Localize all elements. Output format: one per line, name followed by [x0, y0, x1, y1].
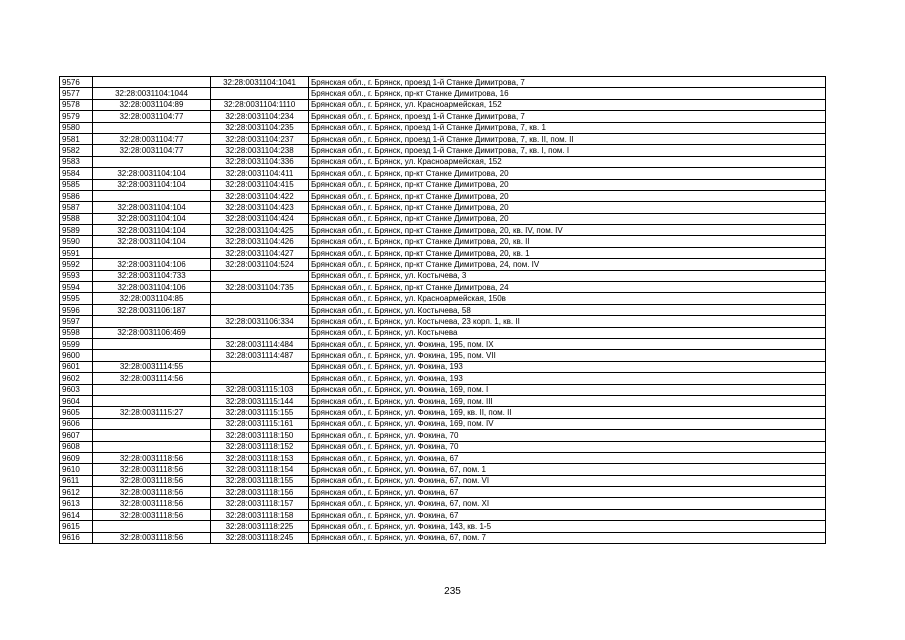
row-number-cell: 9603	[60, 384, 93, 395]
cadastral-number-cell: 32:28:0031104:106	[93, 282, 211, 293]
address-cell: Брянская обл., г. Брянск, ул. Фокина, 70	[309, 441, 826, 452]
cadastral-number-cell	[93, 247, 211, 258]
row-number-cell: 9587	[60, 202, 93, 213]
table-row	[60, 236, 826, 247]
row-number-cell: 9611	[60, 475, 93, 486]
address-cell: Брянская обл., г. Брянск, ул. Фокина, 169, пом. III	[309, 395, 826, 406]
table-row	[60, 441, 826, 452]
object-cadastral-number-cell: 32:28:0031104:423	[211, 202, 309, 213]
table-row	[60, 213, 826, 224]
row-number-cell: 9610	[60, 464, 93, 475]
table-row	[60, 509, 826, 520]
cadastral-number-cell	[93, 418, 211, 429]
address-cell: Брянская обл., г. Брянск, ул. Красноармейская, 152	[309, 156, 826, 167]
object-cadastral-number-cell: 32:28:0031104:234	[211, 111, 309, 122]
row-number-cell: 9582	[60, 145, 93, 156]
row-number-cell: 9608	[60, 441, 93, 452]
address-cell: Брянская обл., г. Брянск, проезд 1-й Станке Димитрова, 7, кв. 1	[309, 122, 826, 133]
address-cell: Брянская обл., г. Брянск, пр-кт Станке Димитрова, 16	[309, 88, 826, 99]
address-cell: Брянская обл., г. Брянск, ул. Фокина, 195, пом. IX	[309, 338, 826, 349]
table-row	[60, 304, 826, 315]
object-cadastral-number-cell: 32:28:0031104:424	[211, 213, 309, 224]
object-cadastral-number-cell	[211, 270, 309, 281]
cadastral-number-cell	[93, 384, 211, 395]
cadastral-number-cell	[93, 122, 211, 133]
row-number-cell: 9581	[60, 133, 93, 144]
object-cadastral-number-cell: 32:28:0031104:524	[211, 259, 309, 270]
object-cadastral-number-cell: 32:28:0031104:237	[211, 133, 309, 144]
address-cell: Брянская обл., г. Брянск, проезд 1-й Станке Димитрова, 7	[309, 111, 826, 122]
address-cell: Брянская обл., г. Брянск, ул. Фокина, 193	[309, 361, 826, 372]
object-cadastral-number-cell: 32:28:0031104:411	[211, 168, 309, 179]
object-cadastral-number-cell	[211, 293, 309, 304]
cadastral-number-cell	[93, 190, 211, 201]
table-row	[60, 247, 826, 258]
row-number-cell: 9599	[60, 338, 93, 349]
address-cell: Брянская обл., г. Брянск, ул. Фокина, 169, пом. IV	[309, 418, 826, 429]
row-number-cell: 9595	[60, 293, 93, 304]
address-cell: Брянская обл., г. Брянск, ул. Фокина, 193	[309, 373, 826, 384]
row-number-cell: 9584	[60, 168, 93, 179]
table-row	[60, 156, 826, 167]
row-number-cell: 9577	[60, 88, 93, 99]
cadastral-number-cell: 32:28:0031106:187	[93, 304, 211, 315]
object-cadastral-number-cell	[211, 304, 309, 315]
table-row	[60, 350, 826, 361]
address-cell: Брянская обл., г. Брянск, ул. Фокина, 143, кв. 1-5	[309, 521, 826, 532]
object-cadastral-number-cell: 32:28:0031118:245	[211, 532, 309, 543]
cadastral-number-cell: 32:28:0031118:56	[93, 498, 211, 509]
address-cell: Брянская обл., г. Брянск, пр-кт Станке Димитрова, 20	[309, 213, 826, 224]
object-cadastral-number-cell: 32:28:0031104:1041	[211, 77, 309, 88]
cadastral-number-cell: 32:28:0031114:55	[93, 361, 211, 372]
object-cadastral-number-cell: 32:28:0031104:415	[211, 179, 309, 190]
object-cadastral-number-cell: 32:28:0031115:161	[211, 418, 309, 429]
table-row	[60, 270, 826, 281]
row-number-cell: 9605	[60, 407, 93, 418]
row-number-cell: 9602	[60, 373, 93, 384]
row-number-cell: 9589	[60, 225, 93, 236]
cadastral-number-cell: 32:28:0031118:56	[93, 475, 211, 486]
table-row	[60, 168, 826, 179]
cadastral-number-cell: 32:28:0031104:77	[93, 145, 211, 156]
table-row	[60, 487, 826, 498]
object-cadastral-number-cell: 32:28:0031118:156	[211, 487, 309, 498]
object-cadastral-number-cell	[211, 373, 309, 384]
row-number-cell: 9616	[60, 532, 93, 543]
object-cadastral-number-cell: 32:28:0031115:144	[211, 395, 309, 406]
object-cadastral-number-cell: 32:28:0031104:336	[211, 156, 309, 167]
cadastral-number-cell: 32:28:0031104:733	[93, 270, 211, 281]
address-cell: Брянская обл., г. Брянск, ул. Фокина, 169, кв. II, пом. II	[309, 407, 826, 418]
table-row	[60, 361, 826, 372]
table-row	[60, 430, 826, 441]
object-cadastral-number-cell: 32:28:0031104:238	[211, 145, 309, 156]
table-row	[60, 373, 826, 384]
table-row	[60, 521, 826, 532]
object-cadastral-number-cell: 32:28:0031118:152	[211, 441, 309, 452]
table-row	[60, 202, 826, 213]
cadastral-number-cell	[93, 350, 211, 361]
address-cell: Брянская обл., г. Брянск, ул. Костычева, 3	[309, 270, 826, 281]
row-number-cell: 9612	[60, 487, 93, 498]
row-number-cell: 9604	[60, 395, 93, 406]
cadastral-number-cell	[93, 521, 211, 532]
table-row	[60, 99, 826, 110]
row-number-cell: 9614	[60, 509, 93, 520]
object-cadastral-number-cell: 32:28:0031115:103	[211, 384, 309, 395]
cadastral-number-cell: 32:28:0031104:104	[93, 236, 211, 247]
address-cell: Брянская обл., г. Брянск, проезд 1-й Станке Димитрова, 7	[309, 77, 826, 88]
address-cell: Брянская обл., г. Брянск, пр-кт Станке Димитрова, 20, кв. 1	[309, 247, 826, 258]
row-number-cell: 9578	[60, 99, 93, 110]
object-cadastral-number-cell: 32:28:0031114:487	[211, 350, 309, 361]
cadastral-number-cell: 32:28:0031104:104	[93, 225, 211, 236]
table-row	[60, 316, 826, 327]
table-row	[60, 395, 826, 406]
cadastral-number-cell	[93, 395, 211, 406]
address-cell: Брянская обл., г. Брянск, пр-кт Станке Димитрова, 20	[309, 179, 826, 190]
cadastral-number-cell	[93, 430, 211, 441]
object-cadastral-number-cell: 32:28:0031115:155	[211, 407, 309, 418]
table-row	[60, 122, 826, 133]
row-number-cell: 9615	[60, 521, 93, 532]
row-number-cell: 9596	[60, 304, 93, 315]
cadastral-number-cell: 32:28:0031118:56	[93, 487, 211, 498]
cadastral-number-cell: 32:28:0031104:1044	[93, 88, 211, 99]
table-row	[60, 338, 826, 349]
object-cadastral-number-cell: 32:28:0031104:235	[211, 122, 309, 133]
table-row	[60, 293, 826, 304]
address-cell: Брянская обл., г. Брянск, ул. Красноармейская, 152	[309, 99, 826, 110]
table-row	[60, 475, 826, 486]
cadastral-number-cell	[93, 338, 211, 349]
row-number-cell: 9600	[60, 350, 93, 361]
address-cell: Брянская обл., г. Брянск, ул. Фокина, 67, пом. XI	[309, 498, 826, 509]
table-row	[60, 407, 826, 418]
row-number-cell: 9586	[60, 190, 93, 201]
cadastral-number-cell: 32:28:0031104:106	[93, 259, 211, 270]
row-number-cell: 9594	[60, 282, 93, 293]
cadastral-number-cell: 32:28:0031104:104	[93, 179, 211, 190]
cadastral-number-cell: 32:28:0031104:77	[93, 133, 211, 144]
row-number-cell: 9601	[60, 361, 93, 372]
row-number-cell: 9613	[60, 498, 93, 509]
page-number: 235	[444, 586, 461, 597]
object-cadastral-number-cell: 32:28:0031106:334	[211, 316, 309, 327]
object-cadastral-number-cell: 32:28:0031104:735	[211, 282, 309, 293]
row-number-cell: 9590	[60, 236, 93, 247]
object-cadastral-number-cell: 32:28:0031114:484	[211, 338, 309, 349]
object-cadastral-number-cell: 32:28:0031104:426	[211, 236, 309, 247]
cadastral-number-cell: 32:28:0031115:27	[93, 407, 211, 418]
table-row	[60, 259, 826, 270]
object-cadastral-number-cell	[211, 361, 309, 372]
object-cadastral-number-cell: 32:28:0031118:225	[211, 521, 309, 532]
cadastral-number-cell: 32:28:0031104:104	[93, 202, 211, 213]
table-row	[60, 532, 826, 543]
table-row	[60, 498, 826, 509]
table-row	[60, 145, 826, 156]
address-cell: Брянская обл., г. Брянск, ул. Костычева, 23 корп. 1, кв. II	[309, 316, 826, 327]
object-cadastral-number-cell: 32:28:0031118:158	[211, 509, 309, 520]
table-row	[60, 452, 826, 463]
object-cadastral-number-cell: 32:28:0031104:422	[211, 190, 309, 201]
object-cadastral-number-cell: 32:28:0031104:425	[211, 225, 309, 236]
cadastral-number-cell	[93, 77, 211, 88]
address-cell: Брянская обл., г. Брянск, пр-кт Станке Димитрова, 20, кв. II	[309, 236, 826, 247]
object-cadastral-number-cell	[211, 88, 309, 99]
address-cell: Брянская обл., г. Брянск, ул. Фокина, 70	[309, 430, 826, 441]
cadastral-number-cell: 32:28:0031118:56	[93, 452, 211, 463]
row-number-cell: 9607	[60, 430, 93, 441]
cadastral-number-cell: 32:28:0031104:85	[93, 293, 211, 304]
address-cell: Брянская обл., г. Брянск, пр-кт Станке Димитрова, 24, пом. IV	[309, 259, 826, 270]
row-number-cell: 9579	[60, 111, 93, 122]
registry-table	[59, 76, 826, 544]
table-row	[60, 225, 826, 236]
address-cell: Брянская обл., г. Брянск, ул. Фокина, 67	[309, 487, 826, 498]
address-cell: Брянская обл., г. Брянск, ул. Фокина, 67, пом. 1	[309, 464, 826, 475]
table-row	[60, 111, 826, 122]
cadastral-number-cell	[93, 316, 211, 327]
address-cell: Брянская обл., г. Брянск, ул. Костычева, 58	[309, 304, 826, 315]
row-number-cell: 9576	[60, 77, 93, 88]
address-cell: Брянская обл., г. Брянск, пр-кт Станке Димитрова, 20	[309, 202, 826, 213]
address-cell: Брянская обл., г. Брянск, ул. Фокина, 67, пом. VI	[309, 475, 826, 486]
address-cell: Брянская обл., г. Брянск, ул. Фокина, 67, пом. 7	[309, 532, 826, 543]
address-cell: Брянская обл., г. Брянск, пр-кт Станке Димитрова, 20, кв. IV, пом. IV	[309, 225, 826, 236]
address-cell: Брянская обл., г. Брянск, ул. Фокина, 67	[309, 509, 826, 520]
row-number-cell: 9598	[60, 327, 93, 338]
row-number-cell: 9583	[60, 156, 93, 167]
table-row	[60, 418, 826, 429]
row-number-cell: 9593	[60, 270, 93, 281]
cadastral-number-cell	[93, 156, 211, 167]
row-number-cell: 9585	[60, 179, 93, 190]
cadastral-number-cell: 32:28:0031106:469	[93, 327, 211, 338]
registry-table-body	[60, 77, 826, 544]
cadastral-number-cell: 32:28:0031104:104	[93, 168, 211, 179]
object-cadastral-number-cell: 32:28:0031104:427	[211, 247, 309, 258]
cadastral-number-cell: 32:28:0031118:56	[93, 509, 211, 520]
object-cadastral-number-cell	[211, 327, 309, 338]
address-cell: Брянская обл., г. Брянск, ул. Фокина, 195, пом. VII	[309, 350, 826, 361]
row-number-cell: 9609	[60, 452, 93, 463]
row-number-cell: 9591	[60, 247, 93, 258]
table-row	[60, 282, 826, 293]
table-row	[60, 179, 826, 190]
row-number-cell: 9580	[60, 122, 93, 133]
table-row	[60, 88, 826, 99]
address-cell: Брянская обл., г. Брянск, ул. Красноармейская, 150в	[309, 293, 826, 304]
object-cadastral-number-cell: 32:28:0031104:1110	[211, 99, 309, 110]
address-cell: Брянская обл., г. Брянск, пр-кт Станке Димитрова, 24	[309, 282, 826, 293]
object-cadastral-number-cell: 32:28:0031118:153	[211, 452, 309, 463]
address-cell: Брянская обл., г. Брянск, ул. Костычева	[309, 327, 826, 338]
table-row	[60, 464, 826, 475]
object-cadastral-number-cell: 32:28:0031118:154	[211, 464, 309, 475]
object-cadastral-number-cell: 32:28:0031118:150	[211, 430, 309, 441]
address-cell: Брянская обл., г. Брянск, пр-кт Станке Димитрова, 20	[309, 168, 826, 179]
cadastral-number-cell: 32:28:0031104:104	[93, 213, 211, 224]
cadastral-number-cell: 32:28:0031104:77	[93, 111, 211, 122]
address-cell: Брянская обл., г. Брянск, ул. Фокина, 67	[309, 452, 826, 463]
address-cell: Брянская обл., г. Брянск, проезд 1-й Станке Димитрова, 7, кв. II, пом. II	[309, 133, 826, 144]
row-number-cell: 9592	[60, 259, 93, 270]
cadastral-number-cell: 32:28:0031118:56	[93, 464, 211, 475]
object-cadastral-number-cell: 32:28:0031118:155	[211, 475, 309, 486]
cadastral-number-cell	[93, 441, 211, 452]
row-number-cell: 9597	[60, 316, 93, 327]
row-number-cell: 9606	[60, 418, 93, 429]
cadastral-number-cell: 32:28:0031104:89	[93, 99, 211, 110]
cadastral-number-cell: 32:28:0031114:56	[93, 373, 211, 384]
address-cell: Брянская обл., г. Брянск, пр-кт Станке Димитрова, 20	[309, 190, 826, 201]
table-row	[60, 133, 826, 144]
table-row	[60, 190, 826, 201]
object-cadastral-number-cell: 32:28:0031118:157	[211, 498, 309, 509]
table-row	[60, 327, 826, 338]
table-row	[60, 77, 826, 88]
address-cell: Брянская обл., г. Брянск, ул. Фокина, 169, пом. I	[309, 384, 826, 395]
cadastral-number-cell: 32:28:0031118:56	[93, 532, 211, 543]
row-number-cell: 9588	[60, 213, 93, 224]
table-row	[60, 384, 826, 395]
address-cell: Брянская обл., г. Брянск, проезд 1-й Станке Димитрова, 7, кв. I, пом. I	[309, 145, 826, 156]
